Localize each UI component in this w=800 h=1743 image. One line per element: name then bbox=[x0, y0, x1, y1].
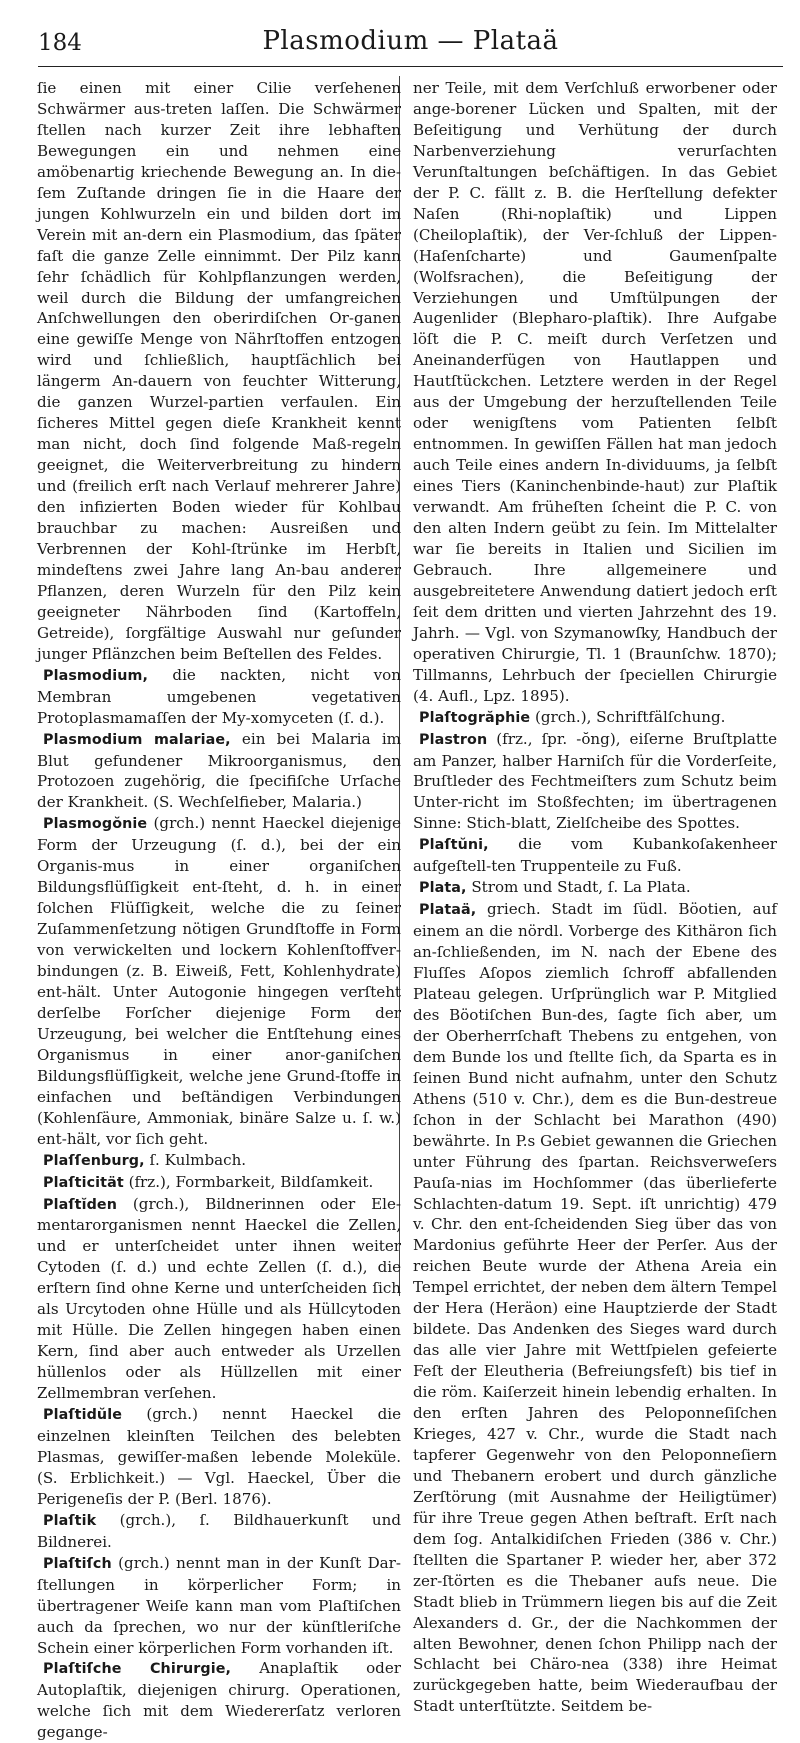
headword: Plaſtiſche Chirurgie, bbox=[43, 1661, 232, 1678]
entry-text: ein bei Malaria im Blut gefundener Mikroorganismus, den Protozoen zugehörig, die ſpecifiſche Urſache der Krankheit. (S. Wechſelfieber, Malaria.) bbox=[37, 729, 401, 812]
entry-text: (grch.), Schriftfälſchung. bbox=[530, 707, 726, 726]
entry-text: (grch.), ſ. Bildhauerkunſt und Bildnerei. bbox=[37, 1510, 401, 1551]
headword: Plastron bbox=[419, 731, 488, 748]
header-rule bbox=[38, 66, 783, 67]
entry-text: Strom und Stadt, ſ. La Plata. bbox=[466, 878, 691, 897]
continued-paragraph: ſie einen mit einer Cilie verſehenen Schwärmer aus-treten laſſen. Die Schwärmer ſtellen nach kurzer Zeit ihre lebhaften Bewegungen ein und nehmen eine amöbenartig kriechende Bewegung an. In die-ſem Zuſtande dringen ſie in die Haare der jungen Kohlwurzeln ein und bilden dort im Verein mit an-dern ein Plasmodium, das ſpäter faſt die ganze Zelle einnimmt. Der Pilz kann ſehr ſchädlich für Kohlpflanzungen werden, weil durch die Bildung der umfangreichen Anſchwellungen den oberirdiſchen Or-ganen eine gewiſſe Menge von Nährſtoffen entzogen wird und ſchließlich, hauptſächlich bei längerm An-dauern von feuchter Witterung, die ganzen Wurzel-partien verfaulen. Ein ſicheres Mittel gegen dieſe Krankheit kennt man nicht, doch ſind folgende Maß-regeln geeignet, die Weiterverbreitung zu hindern und (freilich erſt nach Verlauf mehrerer Jahre) den infizierten Boden wieder für Kohlbau brauchbar zu machen: Ausreißen und Verbrennen der Kohl-ſtrünke im Herbſt, mindeſtens zwei Jahre lang An-bau anderer Pflanzen, deren Wurzeln für den Pilz kein geeigneter Nährboden ſind (Kartoffeln, Getreide), ſorgfältige Auswahl nur geſunder junger Pflänzchen beim Beſtellen des Feldes. bbox=[37, 79, 401, 663]
entry-text: ſ. Kulmbach. bbox=[144, 1150, 247, 1169]
entry-text: die vom Kubankoſakenheer aufgeſtell-ten Truppenteile zu Fuß. bbox=[413, 835, 777, 876]
entry-plastische-chirurgie bbox=[37, 1658, 401, 1743]
headword: Plaſſenburg, bbox=[43, 1152, 145, 1169]
entry-text: (grch.) nennt Haeckel diejenige Form der Urzeugung (ſ. d.), bei der ein Organis-mus in einer organiſchen Bildungsflüſſigkeit ent-ſteht, d. h. in einer ſolchen Flüſſigkeit, welche die zu ſeiner Zuſammenſetzung nötigen Grundſtoffe in Form von verwickelten und lockern Kohlenſtoffver-bindungen (z. B. Eiweiß, Fett, Kohlenhydrate) ent-hält. Unter Autogonie hingegen verſteht derſelbe Forſcher diejenige Form der Urzeugung, bei welcher die Entſtehung eines Organismus in einer anor-ganiſchen Bildungsflüſſigkeit, welche jene Grund-ſtoffe in einfachen und beſtändigen Verbindungen (Kohlenſäure, Ammoniak, binäre Salze u. ſ. w.) ent-hält, vor ſich geht. bbox=[37, 814, 401, 1148]
entry-text: Anaplaſtik oder Autoplaſtik, diejenigen chirurg. Operationen, welche ſich mit dem Wiedererſatz verloren gegange- bbox=[37, 1659, 401, 1742]
headword: Plasmodium, bbox=[43, 667, 148, 684]
headword: Plaſtŭni, bbox=[419, 837, 489, 854]
headword: Plata, bbox=[419, 880, 467, 897]
entry-text: (frz.), Formbarkeit, Bildſamkeit. bbox=[123, 1172, 374, 1191]
left-column bbox=[37, 78, 401, 1742]
headword: Plaſtidŭle bbox=[43, 1407, 122, 1424]
headword: Plaſtogrăphie bbox=[419, 709, 531, 726]
headword: Plaſticität bbox=[43, 1174, 124, 1191]
continued-paragraph: ner Teile, mit dem Verſchluß erworbener oder ange-borener Lücken und Spalten, mit der Beſeitigung und Verhütung der durch Narbenverziehung verurſachten Verunſtaltungen beſchäftigen. In das Gebiet der P. C. fällt z. B. die Herſtellung defekter Naſen (Rhi-noplaſtik) und Lippen (Cheiloplaſtik), der Ver-ſchluß der Lippen- (Haſenſcharte) und Gaumenſpalte (Wolfsrachen), die Beſeitigung der Verziehungen und Umſtülpungen der Augenlider (Blepharo-plaſtik). Ihre Aufgabe löſt die P. C. meiſt durch Verſetzen und Aneinanderfügen von Hautlappen und Hautſtückchen. Letztere werden in der Regel aus der Umgebung der herzuſtellenden Teile oder wenigſtens vom Patienten ſelbſt entnommen. In gewiſſen Fällen hat man jedoch auch Teile eines andern In-dividuums, ja ſelbſt eines Tiers (Kaninchenbinde-haut) zur Plaſtik verwandt. Am früheſten ſcheint die P. C. von den alten Indern geübt zu ſein. Im Mittelalter war ſie bereits in Italien und Sicilien im Gebrauch. Ihre allgemeinere und ausgebreitetere Anwendung datiert jedoch erſt ſeit dem dritten und vierten Jahrzehnt des 19. Jahrh. — Vgl. von Szymanowſky, Handbuch der operativen Chirurgie, Tl. 1 (Braunſchw. 1870); Tillmanns, Lehrbuch der ſpeciellen Chirurgie (4. Aufl., Lpz. 1895). bbox=[413, 79, 777, 705]
entry-plasmogonie bbox=[37, 813, 401, 1149]
headword: Plataä, bbox=[419, 902, 477, 919]
entry-plassenburg bbox=[37, 1150, 401, 1172]
page-number: 184 bbox=[38, 30, 82, 56]
entry-text: (grch.) nennt Haeckel die einzelnen kleinſten Teilchen des belebten Plasmas, gewiſſer-maßen lebende Moleküle. (S. Erblichkeit.) — Vgl. Haeckel, Über die Perigeneſis der P. (Berl. 1876). bbox=[37, 1405, 401, 1508]
entry-plasticitaet bbox=[37, 1172, 401, 1194]
entry-plastidule bbox=[37, 1404, 401, 1510]
entry-plastiden bbox=[37, 1194, 401, 1405]
entry-plastik bbox=[37, 1510, 401, 1553]
entry-text: (grch.) nennt man in der Kunſt Dar-ſtellungen in körperlicher Form; in übertragener Weiſe kann man vom Plaſtiſchen auch da ſprechen, wo nur der künſtleriſche Schein einer körperlichen Form vorhanden iſt. bbox=[37, 1553, 401, 1657]
entry-plasmodium-malariae bbox=[37, 729, 401, 814]
entry-plastron bbox=[413, 729, 777, 835]
entry-text: griech. Stadt im ſüdl. Böotien, auf einem an die nördl. Vorberge des Kithäron ſich an-ſchließenden, im N. nach der Ebene des Fluſſes Aſopos ziemlich ſchroff abfallenden Plateau gelegen. Urſprünglich war P. Mitglied des Böotiſchen Bun-des, ſagte ſich aber, um der Oberherrſchaft Thebens zu entgehen, von dem Bunde los und ſtellte ſich, da Sparta es in ſeinen Bund nicht aufnahm, unter den Schutz Athens (510 v. Chr.), dem es die Bun-destreue ſchon in der Schlacht bei Marathon (490) bewährte. In P.s Gebiet gewannen die Griechen unter Führung des ſpartan. Reichsverweſers Pauſa-nias im Hochſommer (das überlieferte Schlachten-datum 19. Sept. iſt unrichtig) 479 v. Chr. den ent-ſcheidenden Sieg über das von Mardonius geführte Heer der Perſer. Aus der reichen Beute wurde der Athena Areia ein Tempel errichtet, der neben dem ältern Tempel der Hera (Heräon) eine Hauptzierde der Stadt bildete. Das Andenken des Sieges ward durch das alle vier Jahre mit Wettſpielen gefeierte Feſt der Eleutheria (Befreiungsfeſt) bis tief in die röm. Kaiſerzeit hinein lebendig erhalten. In den erſten Jahren des Peloponneſiſchen Krieges, 427 v. Chr., wurde die Stadt nach tapferer Gegenwehr von den Peloponneſiern und Thebanern erobert und durch gänzliche Zerſtörung (mit Ausnahme der Heiligtümer) für ihre Treue gegen Athen beſtraft. Erſt nach dem ſog. Antalkidiſchen Frieden (386 v. Chr.) ſtellten die Spartaner P. wieder her, aber 372 zer-ſtörten es die Thebaner aufs neue. Die Stadt blieb in Trümmern liegen bis auf die Zeit Alexanders d. Gr., der die Nachkommen der alten Bewohner, denen ſchon Philipp nach der Schlacht bei Chäro-nea (338) ihre Heimat zurückgegeben hatte, beim Wiederaufbau der Stadt unterſtützte. Seitdem be- bbox=[413, 900, 777, 1716]
running-head: Plasmodium — Plataä bbox=[262, 26, 559, 56]
headword: Plasmodium malariae, bbox=[43, 731, 231, 748]
page-header bbox=[38, 22, 783, 66]
headword: Plaſtĭden bbox=[43, 1196, 117, 1213]
entry-text: (frz., ſpr. -ŏng), eiſerne Bruſtplatte am Panzer, halber Harniſch für die Vorderſeite, Bruſtleder des Fechtmeiſters zum Schutz beim Unter-richt im Stoßfechten; im übertragenen Sinne: Stich-blatt, Zielſcheibe des Spottes. bbox=[413, 729, 777, 833]
entry-plastisch bbox=[37, 1553, 401, 1659]
entry-plastuni bbox=[413, 834, 777, 877]
headword: Plaſtiſch bbox=[43, 1555, 112, 1572]
headword: Plaſtik bbox=[43, 1512, 97, 1529]
entry-plataeae bbox=[413, 899, 777, 1717]
entry-plata bbox=[413, 877, 777, 899]
entry-plastographie bbox=[413, 707, 777, 729]
right-column bbox=[413, 78, 777, 1716]
entry-plasmodium bbox=[37, 665, 401, 729]
entry-text: (grch.), Bildnerinnen oder Ele-mentarorganismen nennt Haeckel die Zellen, und er unterſcheidet unter ihnen weiter Cytoden (ſ. d.) und echte Zellen (ſ. d.), die erſtern ſind ohne Kerne und unterſcheiden ſich als Urcytoden ohne Hülle und als Hüllcytoden mit Hülle. Die Zellen hingegen haben einen Kern, ſind aber auch entweder als Urzellen hüllenlos oder als Hüllzellen mit einer Zellmembran verſehen. bbox=[37, 1194, 401, 1403]
entry-text: die nackten, nicht von Membran umgebenen vegetativen Protoplasmamaſſen der My-xomyceten (ſ. d.). bbox=[37, 665, 401, 727]
headword: Plasmogŏnie bbox=[43, 816, 148, 833]
